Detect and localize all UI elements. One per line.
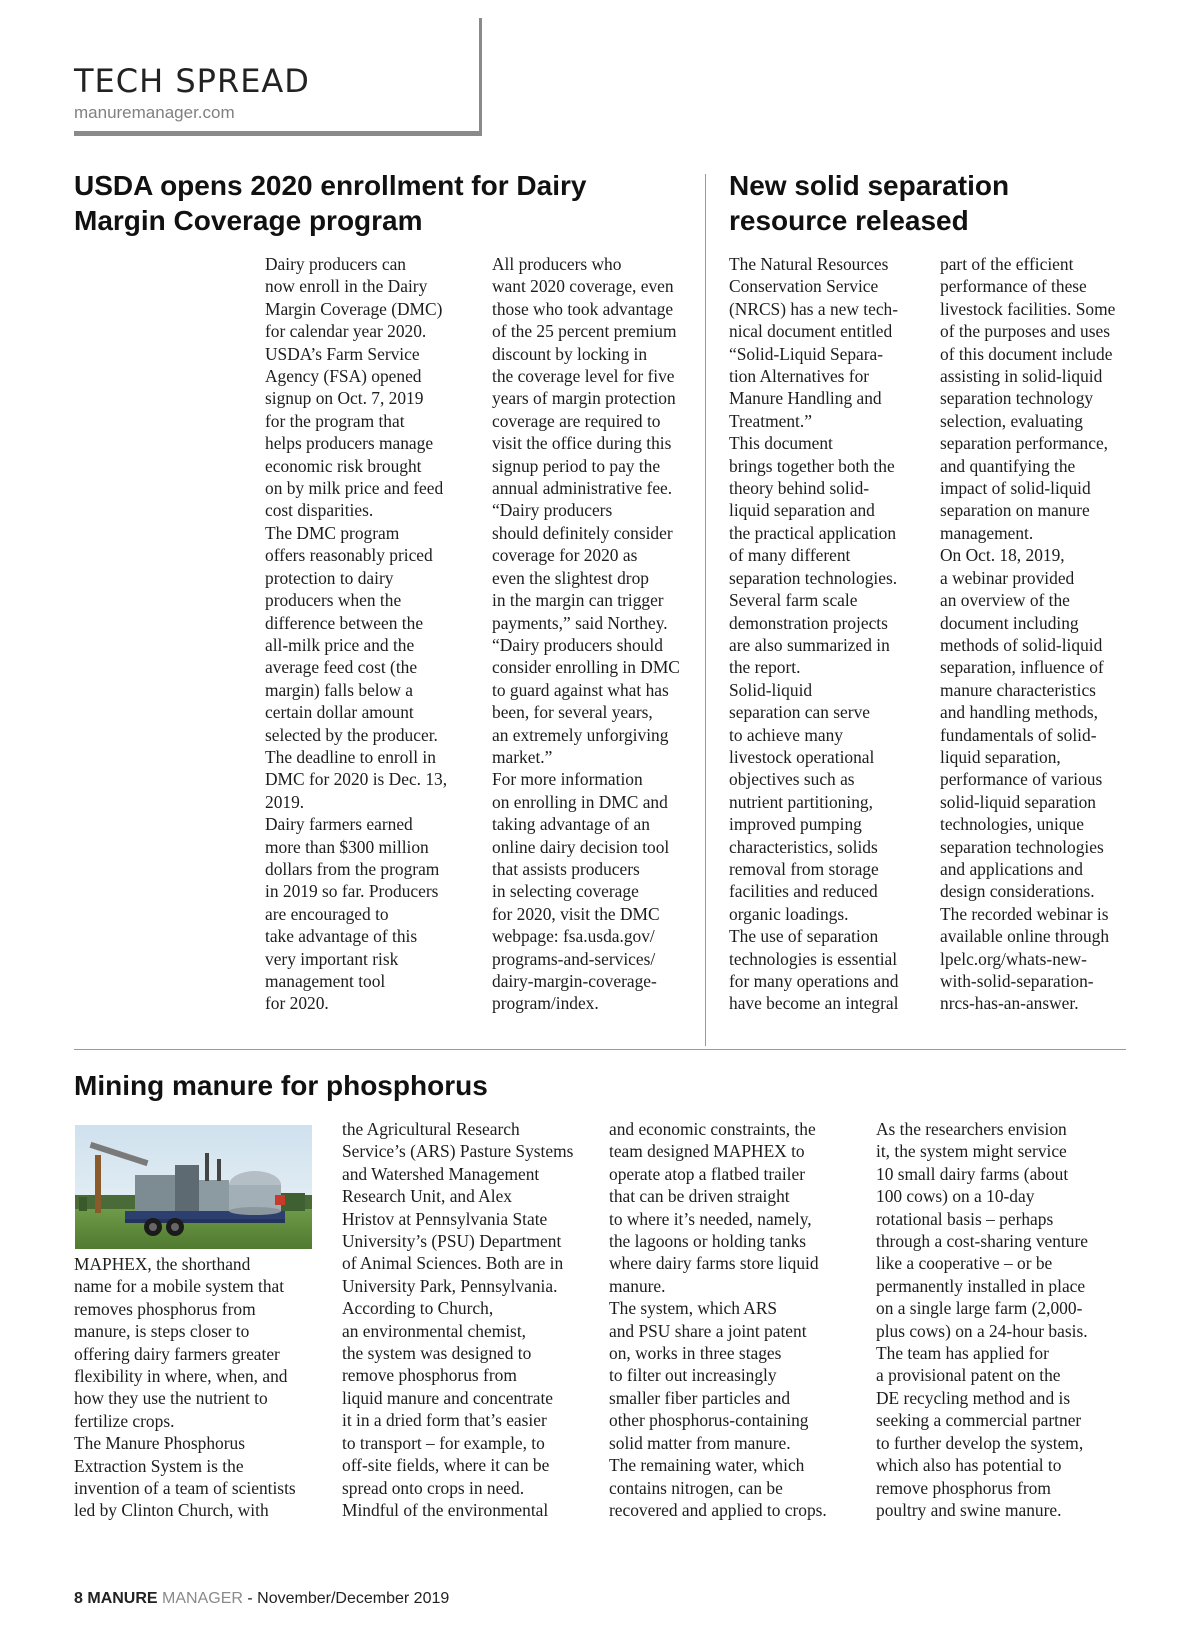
phosphorus-column-3: and economic constraints, the team designed MAPHEX to operate atop a flatbed trailer that can be driven straight to where it’s needed, namely, the lagoons or holding tanks where dairy farms store liquid manure. The system, which ARS and PSU share a joint patent on, works in three stages to filter out increasingly smaller fiber particles and other phosphorus-containing solid matter from manure. The remaining water, which contains nitrogen, can be recovered and applied to crops. xyxy=(609,1119,827,1520)
headline-separation: New solid separation resource released xyxy=(729,170,1010,236)
magazine-name-light: MANAGER xyxy=(162,1590,243,1607)
page-number: 8 xyxy=(74,1590,83,1607)
headline-dmc: USDA opens 2020 enrollment for Dairy Margin Coverage program xyxy=(74,170,587,236)
maphex-trailer-photo xyxy=(75,1125,312,1249)
column-divider xyxy=(705,174,706,1046)
magazine-name-bold: MANURE xyxy=(87,1590,158,1607)
section-title: TECH SPREAD xyxy=(74,62,310,100)
header-divider-vertical xyxy=(479,18,482,136)
separation-column-1: The Natural Resources Conservation Service (NRCS) has a new tech- nical document entitled “Solid-Liquid Separa- tion Alternatives for Manure Handling and Treatment.” This document brings together both the theory behind solid- liquid separation and the practical application of many different separation technologies. Several farm scale demonstration projects are also summarized in the report. Solid-liquid separation can serve to achieve many livestock operational objectives such as nutrient partitioning, improved pumping characteristics, solids removal from storage facilities and reduced organic loadings. The use of separation technologies is essential for many operations and have become an integral xyxy=(729,254,899,1014)
header-underline xyxy=(74,131,482,136)
page-footer xyxy=(74,1590,449,1608)
phosphorus-column-1: MAPHEX, the shorthand name for a mobile system that removes phosphorus from manure, is steps closer to offering dairy farmers greater flexibility in where, when, and how they use the nutrient to fertilize crops. The Manure Phosphorus Extraction System is the invention of a team of scientists led by Clinton Church, with xyxy=(74,1254,296,1521)
website-link[interactable]: manuremanager.com xyxy=(74,103,235,122)
dmc-column-1: Dairy producers can now enroll in the Dairy Margin Coverage (DMC) for calendar year 2020. USDA’s Farm Service Agency (FSA) opened signup on Oct. 7, 2019 for the program that helps producers manage economic risk brought on by milk price and feed cost disparities. The DMC program offers reasonably priced protection to dairy producers when the difference between the all-milk price and the average feed cost (the margin) falls below a certain dollar amount selected by the producer. The deadline to enroll in DMC for 2020 is Dec. 13, 2019. Dairy farmers earned more than $300 million dollars from the program in 2019 so far. Producers are encouraged to take advantage of this very important risk management tool for 2020. xyxy=(265,254,448,1014)
dmc-column-2: All producers who want 2020 coverage, even those who took advantage of the 25 percent premium discount by locking in the coverage level for five years of margin protection coverage are required to visit the office during this signup period to pay the annual administrative fee. “Dairy producers should definitely consider coverage for 2020 as even the slightest drop in the margin can trigger payments,” said Northey. “Dairy producers should consider enrolling in DMC to guard against what has been, for several years, an extremely unforgiving market.” For more information on enrolling in DMC and taking advantage of an online dairy decision tool that assists producers in selecting coverage for 2020, visit the DMC webpage: fsa.usda.gov/ programs-and-services/ dairy-margin-coverage- program/index. xyxy=(492,254,680,1014)
phosphorus-column-4: As the researchers envision it, the system might service 10 small dairy farms (about 100 cows) on a 10-day rotational basis – perhaps through a cost-sharing venture like a cooperative – or be permanently installed in place on a single large farm (2,000- plus cows) on a 24-hour basis. The team has applied for a provisional patent on the DE recycling method and is seeking a commercial partner to further develop the system, which also has potential to remove phosphorus from poultry and swine manure. xyxy=(876,1119,1089,1520)
headline-phosphorus: Mining manure for phosphorus xyxy=(74,1070,488,1101)
section-divider xyxy=(74,1049,1126,1050)
phosphorus-column-2: the Agricultural Research Service’s (ARS) Pasture Systems and Watershed Management Research Unit, and Alex Hristov at Pennsylvania State University’s (PSU) Department of Animal Sciences. Both are in University Park, Pennsylvania. According to Church, an environmental chemist, the system was designed to remove phosphorus from liquid manure and concentrate it in a dried form that’s easier to transport – for example, to off-site fields, where it can be spread onto crops in need. Mindful of the environmental xyxy=(342,1119,574,1520)
separation-column-2: part of the efficient performance of these livestock facilities. Some of the purposes and uses of this document include assisting in solid-liquid separation technology selection, evaluating separation performance, and quantifying the impact of solid-liquid separation on manure management. On Oct. 18, 2019, a webinar provided an overview of the document including methods of solid-liquid separation, influence of manure characteristics and handling methods, fundamentals of solid- liquid separation, performance of various solid-liquid separation technologies, unique separation technologies and applications and design considerations. The recorded webinar is available online through lpelc.org/whats-new- with-solid-separation- nrcs-has-an-answer. xyxy=(940,254,1116,1014)
issue-date: - November/December 2019 xyxy=(247,1590,450,1607)
